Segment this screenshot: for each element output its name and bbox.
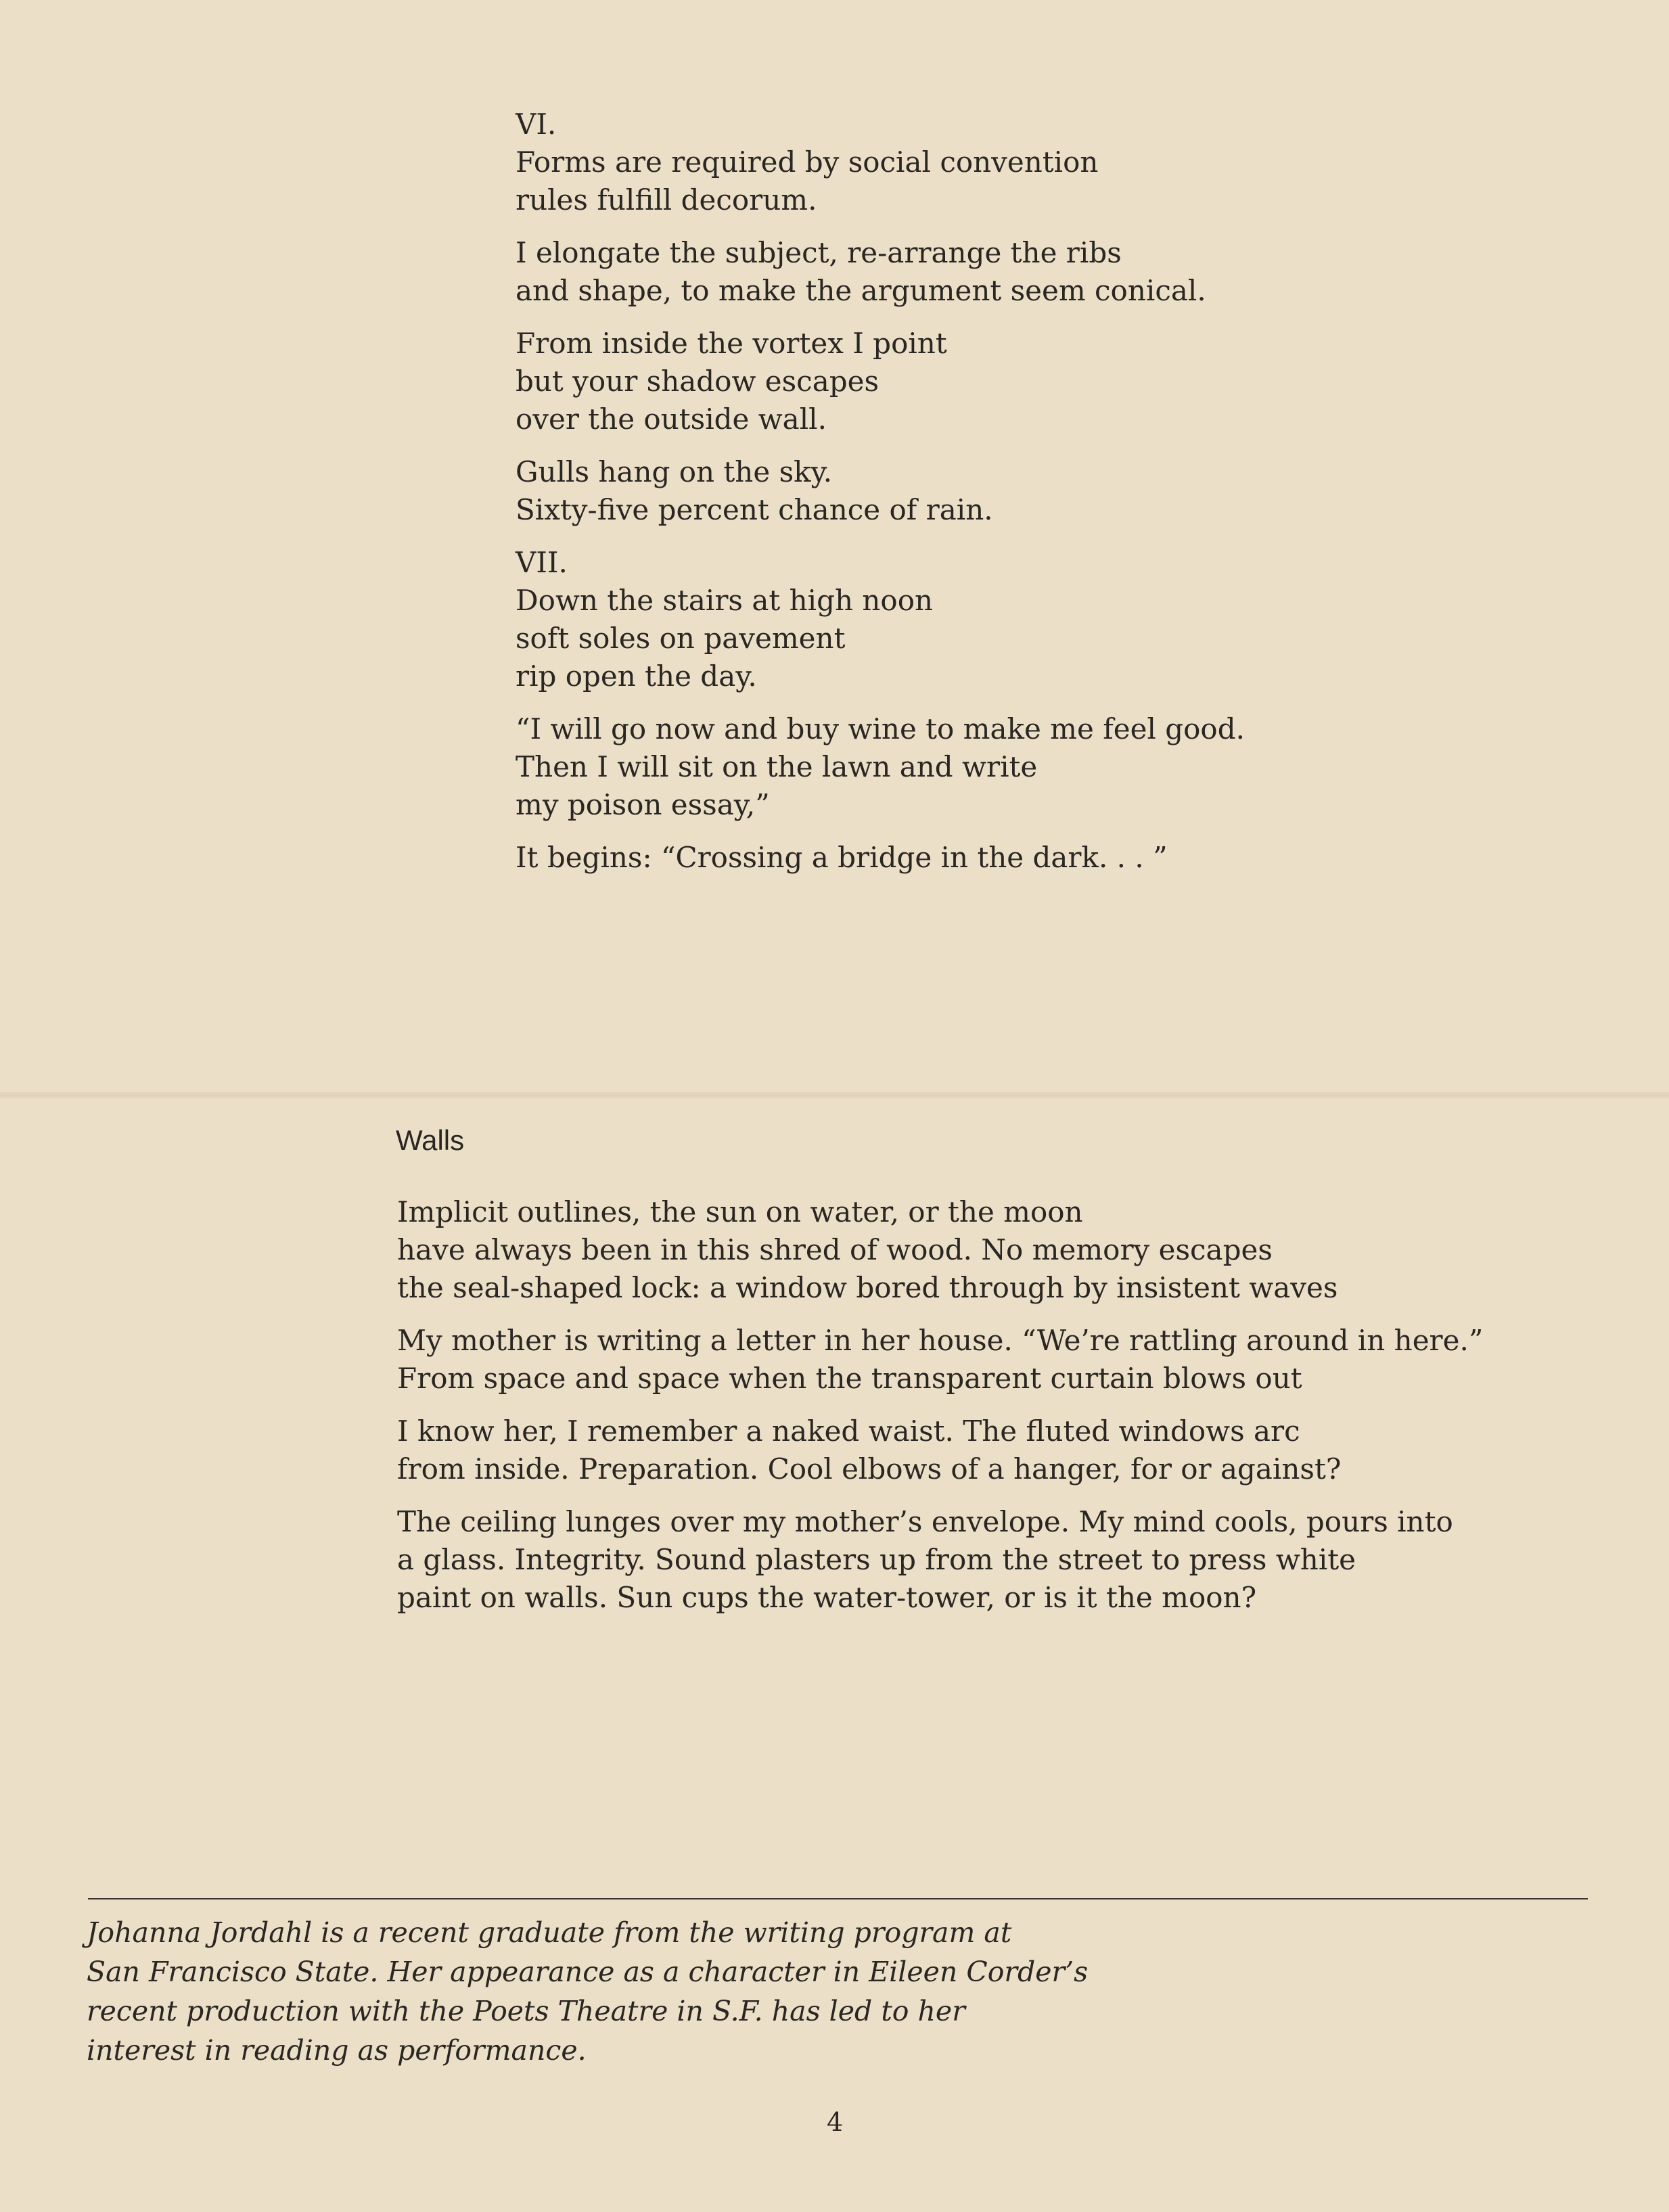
- bio-line: recent production with the Poets Theatre in S.F. has led to her: [87, 1995, 965, 2027]
- poem-line: The ceiling lunges over my mother’s envelope. My mind cools, pours into: [397, 1505, 1453, 1538]
- stanza: [397, 1503, 1483, 1617]
- poem-line: “I will go now and buy wine to make me feel good.: [516, 712, 1245, 745]
- poem-line: Down the stairs at high noon: [516, 584, 934, 617]
- poem-line: a glass. Integrity. Sound plasters up from the street to press white: [397, 1543, 1356, 1576]
- stanza: [397, 1193, 1483, 1307]
- poem-line: Forms are required by social convention: [516, 145, 1099, 179]
- poem-line: It begins: “Crossing a bridge in the dark. . . ”: [516, 841, 1168, 874]
- stanza: [516, 544, 1245, 695]
- stanza: [397, 1322, 1483, 1398]
- poem-line: VII.: [516, 546, 568, 579]
- bio-line: interest in reading as performance.: [87, 2034, 587, 2067]
- poem-line: but your shadow escapes: [516, 365, 879, 398]
- stanza: [516, 106, 1245, 219]
- poem-walls: [397, 1193, 1483, 1632]
- poem-line: have always been in this shred of wood. No memory escapes: [397, 1233, 1273, 1266]
- poem-line: My mother is writing a letter in her house. “We’re rattling around in here.”: [397, 1324, 1484, 1357]
- poem-line: I know her, I remember a naked waist. The fluted windows arc: [397, 1414, 1300, 1448]
- poem-line: VI.: [516, 108, 557, 141]
- stanza: [516, 839, 1245, 877]
- poem-line: Sixty-five percent chance of rain.: [516, 493, 993, 526]
- bio-line: Johanna Jordahl is a recent graduate from the writing program at: [87, 1916, 1012, 1949]
- poem-line: over the outside wall.: [516, 402, 827, 436]
- poem-sections-vi-vii: [516, 106, 1245, 892]
- poem-line: my poison essay,”: [516, 788, 770, 821]
- paper-fold-line: [0, 1092, 1669, 1099]
- poem-line: rules fulfill decorum.: [516, 183, 817, 216]
- poem-line: paint on walls. Sun cups the water-tower, or is it the moon?: [397, 1581, 1257, 1614]
- poem-line: From inside the vortex I point: [516, 327, 947, 360]
- divider-rule: [88, 1898, 1588, 1899]
- poem-line: from inside. Preparation. Cool elbows of a hanger, for or against?: [397, 1452, 1342, 1485]
- stanza: [516, 710, 1245, 824]
- poem-line: the seal-shaped lock: a window bored through by insistent waves: [397, 1271, 1338, 1304]
- poem-line: I elongate the subject, re-arrange the ribs: [516, 236, 1122, 269]
- poem-title: Walls: [396, 1124, 465, 1156]
- page-number: 4: [827, 2107, 844, 2137]
- poem-line: Then I will sit on the lawn and write: [516, 750, 1038, 783]
- author-bio: [87, 1913, 1088, 2070]
- stanza: [516, 325, 1245, 438]
- poem-line: From space and space when the transparent curtain blows out: [397, 1362, 1302, 1395]
- poem-line: and shape, to make the argument seem conical.: [516, 274, 1206, 307]
- bio-line: San Francisco State. Her appearance as a character in Eileen Corder’s: [87, 1956, 1089, 1988]
- poem-line: soft soles on pavement: [516, 622, 846, 655]
- poem-line: Gulls hang on the sky.: [516, 455, 833, 488]
- poem-line: rip open the day.: [516, 660, 757, 693]
- stanza: [516, 453, 1245, 529]
- stanza: [397, 1412, 1483, 1488]
- poem-line: Implicit outlines, the sun on water, or the moon: [397, 1195, 1083, 1228]
- stanza: [516, 234, 1245, 310]
